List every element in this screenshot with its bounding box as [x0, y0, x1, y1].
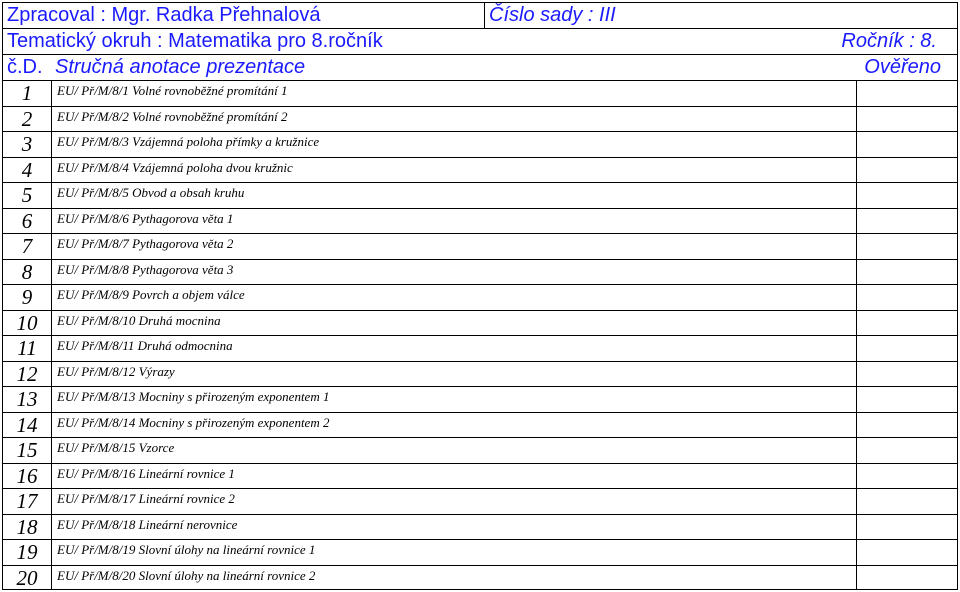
set-number-label: Číslo sady : III [484, 3, 957, 28]
table-row [3, 362, 957, 388]
row-verified-cell [857, 183, 957, 208]
row-verified-cell [857, 515, 957, 540]
table-row [3, 158, 957, 184]
row-annotation: EU/ Př/M/8/11 Druhá odmocnina [57, 339, 233, 353]
table-row [3, 489, 957, 515]
row-annotation: EU/ Př/M/8/2 Volné rovnoběžné promítání 2 [57, 109, 288, 124]
col-number-header: č.D. [7, 56, 43, 78]
row-number: 5 [21, 183, 33, 207]
divider-verified-column [856, 81, 857, 589]
row-annotation: EU/ Př/M/8/16 Lineární rovnice 1 [57, 466, 235, 481]
row-number: 9 [21, 285, 33, 309]
row-number: 13 [16, 387, 38, 411]
row-annotation: EU/ Př/M/8/1 Volné rovnoběžné promítání 1 [57, 84, 288, 98]
row-number: 19 [16, 540, 38, 564]
col-annotation-header: Stručná anotace prezentace [55, 56, 306, 78]
row-number: 7 [21, 234, 33, 258]
row-number: 12 [16, 361, 38, 386]
row-annotation: EU/ Př/M/8/4 Vzájemná poloha dvou kružnic [57, 160, 293, 175]
col-verified-header: Ověřeno [864, 56, 941, 78]
row-verified-cell [857, 311, 957, 336]
row-annotation: EU/ Př/M/8/13 Mocniny s přirozeným exponentem 1 [57, 390, 330, 404]
row-number: 4 [21, 157, 33, 182]
table-row [3, 413, 957, 439]
row-annotation: EU/ Př/M/8/19 Slovní úlohy na lineární rovnice 1 [57, 543, 316, 557]
table-row [3, 209, 957, 235]
table-row [3, 311, 957, 337]
row-number: 18 [16, 514, 38, 539]
table-row [3, 183, 957, 209]
row-number: 8 [21, 259, 33, 284]
header-row-topic [3, 29, 957, 55]
row-number: 11 [17, 336, 37, 360]
table-row [3, 387, 957, 413]
author-label: Zpracoval : Mgr. Radka Přehnalová [7, 4, 321, 26]
row-verified-cell [857, 158, 957, 183]
row-annotation: EU/ Př/M/8/6 Pythagorova věta 1 [57, 211, 234, 226]
row-verified-cell [857, 285, 957, 310]
row-verified-cell [857, 413, 957, 438]
row-verified-cell [857, 81, 957, 106]
row-verified-cell [857, 234, 957, 259]
row-annotation: EU/ Př/M/8/15 Vzorce [57, 441, 175, 455]
row-number: 20 [16, 565, 38, 590]
row-verified-cell [857, 107, 957, 132]
row-annotation: EU/ Př/M/8/17 Lineární rovnice 2 [57, 492, 235, 506]
row-annotation: EU/ Př/M/8/14 Mocniny s přirozeným exponentem 2 [57, 415, 330, 430]
row-verified-cell [857, 132, 957, 157]
table-row [3, 285, 957, 311]
row-verified-cell [857, 566, 957, 592]
row-number: 15 [16, 438, 38, 462]
row-verified-cell [857, 362, 957, 387]
header-row-author [3, 3, 957, 29]
row-verified-cell [857, 387, 957, 412]
row-number: 14 [16, 412, 38, 437]
document-table [2, 2, 958, 590]
row-number: 1 [21, 81, 33, 105]
table-row [3, 515, 957, 541]
row-verified-cell [857, 464, 957, 489]
table-row [3, 81, 957, 107]
row-annotation: EU/ Př/M/8/18 Lineární nerovnice [57, 517, 238, 532]
row-number: 2 [21, 106, 33, 131]
table-row [3, 464, 957, 490]
row-verified-cell [857, 438, 957, 463]
table-row [3, 234, 957, 260]
row-verified-cell [857, 209, 957, 234]
table-row [3, 336, 957, 362]
table-row [3, 260, 957, 286]
column-header-row [3, 55, 957, 81]
row-annotation: EU/ Př/M/8/12 Výrazy [57, 364, 175, 379]
grade-label: Ročník : 8. [841, 30, 937, 52]
row-verified-cell [857, 540, 957, 565]
table-row [3, 540, 957, 566]
row-annotation: EU/ Př/M/8/20 Slovní úlohy na lineární rovnice 2 [57, 568, 316, 583]
row-number: 17 [16, 489, 38, 513]
table-row [3, 438, 957, 464]
row-number: 6 [21, 208, 33, 233]
table-row [3, 132, 957, 158]
divider-number-column [51, 81, 52, 589]
row-number: 16 [16, 463, 38, 488]
row-annotation: EU/ Př/M/8/5 Obvod a obsah kruhu [57, 186, 245, 200]
table-row [3, 566, 957, 592]
row-verified-cell [857, 489, 957, 514]
row-annotation: EU/ Př/M/8/7 Pythagorova věta 2 [57, 237, 234, 251]
row-number: 3 [21, 132, 33, 156]
row-annotation: EU/ Př/M/8/10 Druhá mocnina [57, 313, 221, 328]
row-annotation: EU/ Př/M/8/3 Vzájemná poloha přímky a kružnice [57, 135, 320, 149]
row-verified-cell [857, 336, 957, 361]
topic-label: Tematický okruh : Matematika pro 8.ročník [7, 30, 383, 52]
row-annotation: EU/ Př/M/8/8 Pythagorova věta 3 [57, 262, 234, 277]
row-verified-cell [857, 260, 957, 285]
row-annotation: EU/ Př/M/8/9 Povrch a objem válce [57, 288, 245, 302]
row-number: 10 [16, 310, 38, 335]
table-row [3, 107, 957, 133]
